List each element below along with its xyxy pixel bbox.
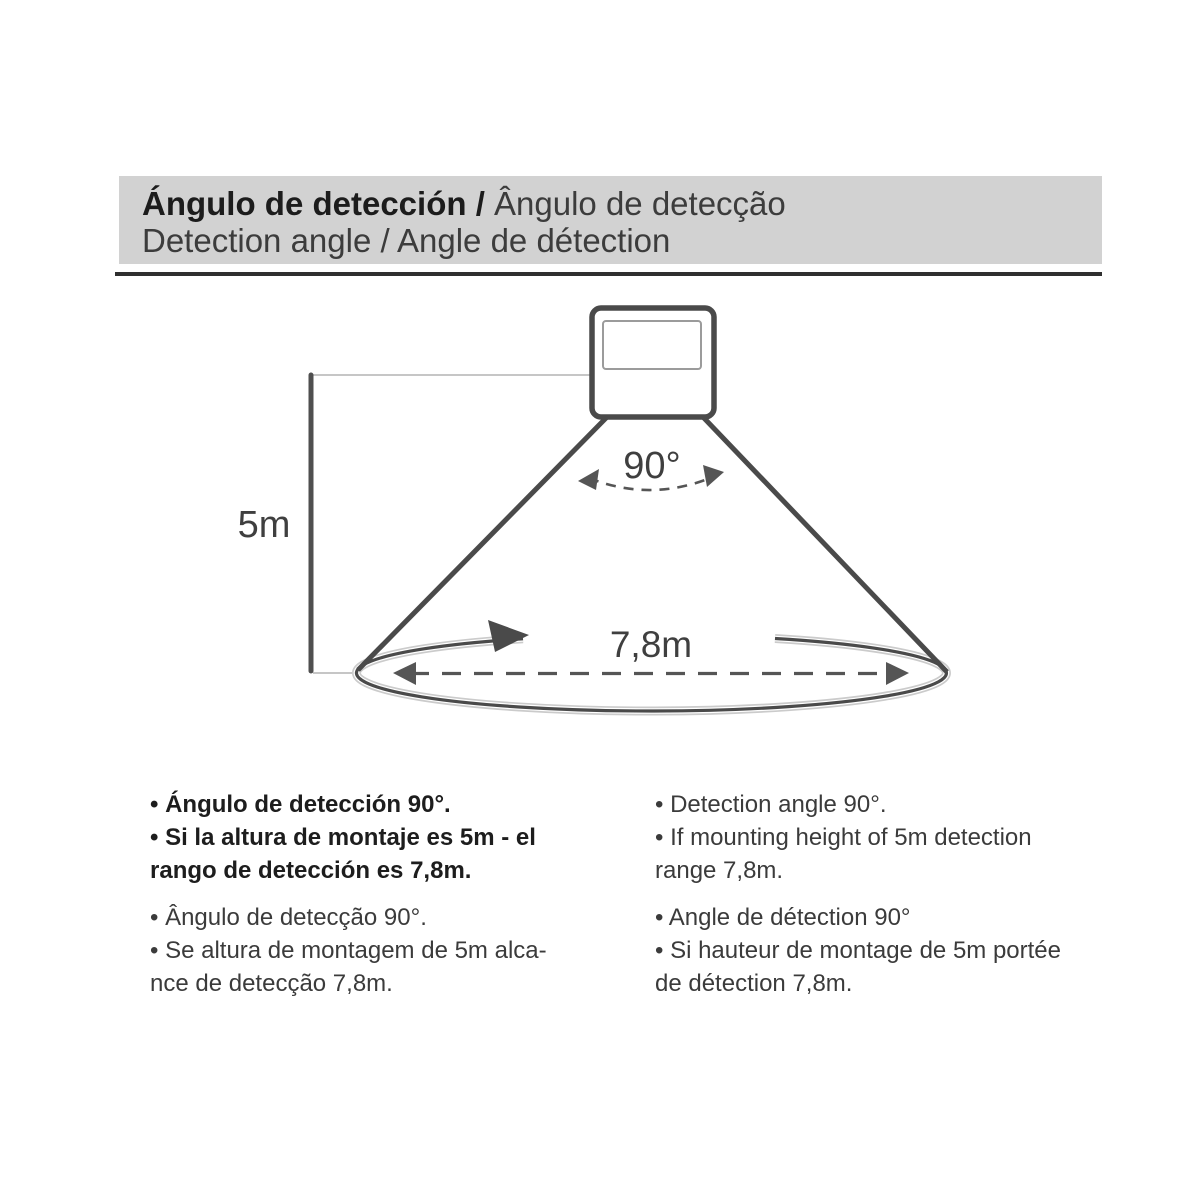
note-portuguese xyxy=(150,901,640,1000)
header-title-bold: Ángulo de detección / xyxy=(142,185,485,222)
angle-arc-right-arrowhead-icon xyxy=(703,465,724,487)
note-portuguese-line3: nce de detecção 7,8m. xyxy=(150,970,393,997)
note-french xyxy=(655,901,1145,1000)
note-english-line1: • Detection angle 90°. xyxy=(655,791,887,818)
note-portuguese-line2: • Se altura de montagem de 5m alca- xyxy=(150,937,547,964)
note-spanish xyxy=(150,788,640,887)
note-french-line2: • Si hauteur de montage de 5m portée xyxy=(655,937,1061,964)
note-spanish-line1: • Ángulo de detección 90°. xyxy=(150,791,451,818)
height-label: 5m xyxy=(237,504,291,546)
note-french-line3: de détection 7,8m. xyxy=(655,970,853,997)
sensor-device-lens xyxy=(603,321,701,369)
range-label: 7,8m xyxy=(609,624,693,665)
cone-left-line xyxy=(358,417,607,670)
range-left-arrowhead-icon xyxy=(393,662,416,685)
note-english-line2: • If mounting height of 5m detection xyxy=(655,824,1032,851)
note-french-line1: • Angle de détection 90° xyxy=(655,904,911,931)
rotation-arrowhead-icon xyxy=(488,620,529,652)
angle-label: 90° xyxy=(623,445,681,487)
header-title-line2: Detection angle / Angle de détection xyxy=(142,222,671,259)
angle-arc-left-arrowhead-icon xyxy=(578,469,599,490)
cone-right-line xyxy=(703,417,947,672)
note-spanish-line2: • Si la altura de montaje es 5m - el xyxy=(150,824,536,851)
header-title-rest: Ângulo de detecção xyxy=(484,185,786,222)
range-right-arrowhead-icon xyxy=(886,662,909,685)
note-portuguese-line1: • Ângulo de detecção 90°. xyxy=(150,904,427,931)
note-english-line3: range 7,8m. xyxy=(655,857,784,884)
note-spanish-line3: rango de detección es 7,8m. xyxy=(150,857,472,884)
note-english xyxy=(655,788,1145,887)
